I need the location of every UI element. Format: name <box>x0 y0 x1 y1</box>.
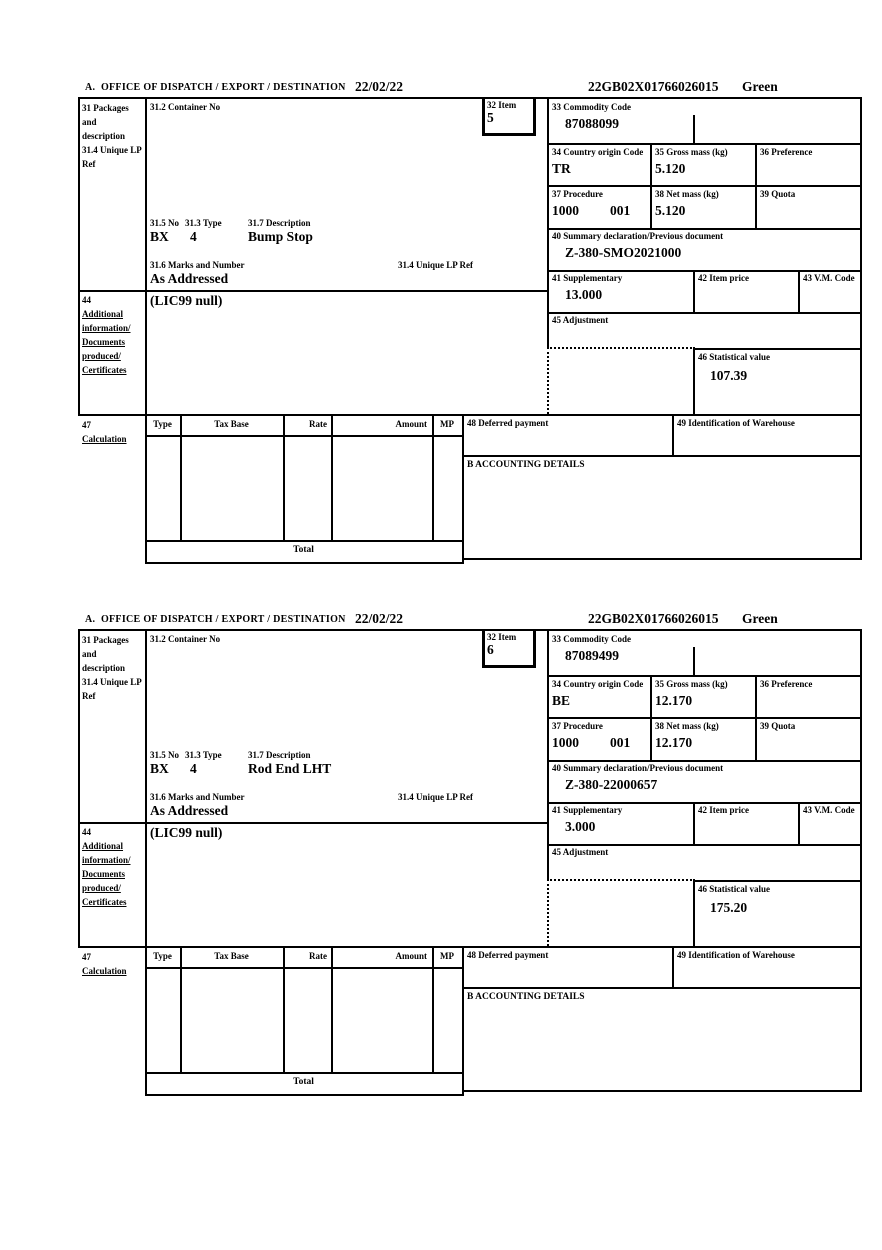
commodity-code-value: 87089499 <box>565 648 619 663</box>
routing-status: Green <box>742 79 778 94</box>
declaration-reference: 22GB02X01766026015 <box>588 79 719 94</box>
border-line <box>547 270 862 272</box>
tax-col-amount: Amount <box>395 419 427 429</box>
commodity-tick-line <box>693 115 695 143</box>
box47-label <box>82 950 144 978</box>
declaration-date: 22/02/22 <box>355 611 404 626</box>
border-line <box>180 414 182 540</box>
item-box-line <box>482 629 485 665</box>
border-line <box>672 946 674 987</box>
declaration-item-1 <box>78 78 862 570</box>
box45-label: 45 Adjustment <box>552 315 609 325</box>
border-line <box>78 629 80 946</box>
procedure-value: 1000 <box>552 735 579 750</box>
box44-label-line4: produced/ <box>82 883 121 893</box>
box46-label: 46 Statistical value <box>698 352 770 362</box>
box33-label: 33 Commodity Code <box>552 102 631 112</box>
office-of-dispatch-header <box>85 82 346 93</box>
tax-col-taxbase: Tax Base <box>214 951 249 961</box>
previous-document-value: Z-380-SMO2021000 <box>565 245 682 260</box>
office-title: OFFICE OF DISPATCH / EXPORT / DESTINATION <box>100 82 346 93</box>
box38-label: 38 Net mass (kg) <box>655 721 719 731</box>
box47-label <box>82 418 144 446</box>
goods-description-value: Rod End LHT <box>248 761 332 776</box>
additional-info-value: (LIC99 null) <box>150 293 223 308</box>
border-line <box>145 629 147 1094</box>
box49-label: 49 Identification of Warehouse <box>677 418 795 428</box>
package-type-value: 4 <box>190 761 197 776</box>
border-line <box>78 946 862 948</box>
box39-label: 39 Quota <box>760 189 796 199</box>
box36-label: 36 Preference <box>760 147 813 157</box>
box42-label: 42 Item price <box>698 273 749 283</box>
border-line <box>693 270 695 312</box>
border-line <box>462 455 862 457</box>
box36-label: 36 Preference <box>760 679 813 689</box>
item-box-line <box>482 133 536 136</box>
box31-7-label: 31.7 Description <box>248 218 311 228</box>
box44-label <box>82 293 144 377</box>
box-a-label: A. <box>85 82 96 93</box>
item-box-line <box>482 665 536 668</box>
border-line <box>693 880 862 882</box>
border-line <box>462 558 862 560</box>
box49-label: 49 Identification of Warehouse <box>677 950 795 960</box>
border-line <box>693 802 695 844</box>
box31-label-line2: and <box>82 117 97 127</box>
box44-number: 44 <box>82 827 91 837</box>
box48-label: 48 Deferred payment <box>467 418 549 428</box>
border-line <box>547 312 862 314</box>
border-line <box>78 414 862 416</box>
box31-2-label: 31.2 Container No <box>150 102 221 112</box>
package-no-value: BX <box>150 229 169 244</box>
box44-label-line1: Additional <box>82 309 124 319</box>
border-line <box>462 1090 862 1092</box>
border-line <box>693 348 862 350</box>
supplementary-value: 3.000 <box>565 819 596 834</box>
box44-label-line5: Certificates <box>82 365 127 375</box>
border-line <box>78 290 547 292</box>
tax-col-type: Type <box>153 419 172 429</box>
dotted-line <box>547 879 549 946</box>
commodity-code-value: 87088099 <box>565 116 619 131</box>
box45-label: 45 Adjustment <box>552 847 609 857</box>
box47-number: 47 <box>82 952 91 962</box>
tax-col-taxbase: Tax Base <box>214 419 249 429</box>
box40-label: 40 Summary declaration/Previous document <box>552 763 724 773</box>
box32-label: 32 Item <box>487 100 517 110</box>
border-line <box>145 562 464 564</box>
border-line <box>145 1094 464 1096</box>
routing-status: Green <box>742 611 778 626</box>
box44-label-line3: Documents <box>82 869 125 879</box>
border-line <box>547 185 862 187</box>
box31-4-label: 31.4 Unique LP Ref <box>398 260 474 270</box>
box42-label: 42 Item price <box>698 805 749 815</box>
border-line <box>547 228 862 230</box>
office-title: OFFICE OF DISPATCH / EXPORT / DESTINATION <box>100 614 346 625</box>
tax-col-mp: MP <box>440 951 454 961</box>
statistical-value: 107.39 <box>710 368 748 383</box>
marks-value: As Addressed <box>150 803 229 818</box>
box31-6-label: 31.6 Marks and Number <box>150 260 245 270</box>
box47-number: 47 <box>82 420 91 430</box>
dotted-line <box>547 347 549 414</box>
border-line <box>283 414 285 540</box>
previous-document-value: Z-380-22000657 <box>565 777 658 792</box>
marks-value: As Addressed <box>150 271 229 286</box>
box44-label-line3: Documents <box>82 337 125 347</box>
box41-label: 41 Supplementary <box>552 273 623 283</box>
border-line <box>798 802 800 844</box>
item-box-line <box>533 629 536 665</box>
box35-label: 35 Gross mass (kg) <box>655 679 728 689</box>
border-line <box>145 435 464 437</box>
border-line <box>78 97 80 414</box>
tax-col-type: Type <box>153 951 172 961</box>
border-line <box>180 946 182 1072</box>
border-line <box>78 629 862 631</box>
box38-label: 38 Net mass (kg) <box>655 189 719 199</box>
border-line <box>672 414 674 455</box>
box31-label-line2: and <box>82 649 97 659</box>
gross-mass-value: 12.170 <box>655 693 693 708</box>
accounting-details-label: B ACCOUNTING DETAILS <box>467 460 585 470</box>
box47-label-line: Calculation <box>82 966 127 976</box>
package-type-value: 4 <box>190 229 197 244</box>
box31-6-label: 31.6 Marks and Number <box>150 792 245 802</box>
item-box-line <box>482 97 485 133</box>
supplementary-value: 13.000 <box>565 287 603 302</box>
box31-label-line3: description <box>82 131 126 141</box>
procedure-suffix-value: 001 <box>610 203 631 218</box>
procedure-suffix-value: 001 <box>610 735 631 750</box>
country-origin-value: TR <box>552 161 571 176</box>
box31-label-line1: 31 Packages <box>82 103 129 113</box>
tax-col-amount: Amount <box>395 951 427 961</box>
box32-label: 32 Item <box>487 632 517 642</box>
tax-total-label: Total <box>293 1077 314 1087</box>
additional-info-value: (LIC99 null) <box>150 825 223 840</box>
box31-label <box>82 101 144 171</box>
box31-3-label: 31.3 Type <box>185 218 222 228</box>
border-line <box>145 540 464 542</box>
item-box-line <box>533 97 536 133</box>
box47-label-line: Calculation <box>82 434 127 444</box>
declaration-date: 22/02/22 <box>355 79 404 94</box>
box37-label: 37 Procedure <box>552 721 603 731</box>
box44-label-line1: Additional <box>82 841 124 851</box>
tax-col-rate: Rate <box>309 951 327 961</box>
box44-number: 44 <box>82 295 91 305</box>
box31-5-label: 31.5 No <box>150 750 179 760</box>
box44-label <box>82 825 144 909</box>
border-line <box>78 97 862 99</box>
tax-col-mp: MP <box>440 419 454 429</box>
box31-label-line4: 31.4 Unique LP Ref <box>82 145 142 169</box>
border-line <box>462 987 862 989</box>
box31-label-line4: 31.4 Unique LP Ref <box>82 677 142 701</box>
border-line <box>547 629 549 879</box>
border-line <box>693 880 695 946</box>
box39-label: 39 Quota <box>760 721 796 731</box>
border-line <box>145 967 464 969</box>
border-line <box>860 629 862 1090</box>
box-a-label: A. <box>85 614 96 625</box>
item-number-value: 6 <box>487 642 494 657</box>
box31-7-label: 31.7 Description <box>248 750 311 760</box>
box37-label: 37 Procedure <box>552 189 603 199</box>
country-origin-value: BE <box>552 693 571 708</box>
border-line <box>432 946 434 1072</box>
box34-label: 34 Country origin Code <box>552 147 644 157</box>
border-line <box>547 844 862 846</box>
box44-label-line4: produced/ <box>82 351 121 361</box>
net-mass-value: 12.170 <box>655 735 693 750</box>
statistical-value: 175.20 <box>710 900 748 915</box>
commodity-tick-line <box>693 647 695 675</box>
box31-5-label: 31.5 No <box>150 218 179 228</box>
box44-label-line2: information/ <box>82 323 131 333</box>
box41-label: 41 Supplementary <box>552 805 623 815</box>
border-line <box>432 414 434 540</box>
box43-label: 43 V.M. Code <box>803 273 855 283</box>
box44-label-line2: information/ <box>82 855 131 865</box>
box43-label: 43 V.M. Code <box>803 805 855 815</box>
border-line <box>547 760 862 762</box>
package-no-value: BX <box>150 761 169 776</box>
gross-mass-value: 5.120 <box>655 161 686 176</box>
box31-label-line1: 31 Packages <box>82 635 129 645</box>
dotted-line <box>547 347 695 349</box>
border-line <box>693 348 695 414</box>
box31-label <box>82 633 144 703</box>
box31-2-label: 31.2 Container No <box>150 634 221 644</box>
office-of-dispatch-header <box>85 614 346 625</box>
border-line <box>798 270 800 312</box>
box31-3-label: 31.3 Type <box>185 750 222 760</box>
box31-4-label: 31.4 Unique LP Ref <box>398 792 474 802</box>
item-number-value: 5 <box>487 110 494 125</box>
tax-total-label: Total <box>293 545 314 555</box>
declaration-item-2 <box>78 610 862 1102</box>
border-line <box>547 143 862 145</box>
box48-label: 48 Deferred payment <box>467 950 549 960</box>
declaration-reference: 22GB02X01766026015 <box>588 611 719 626</box>
border-line <box>145 97 147 562</box>
border-line <box>78 822 547 824</box>
border-line <box>145 1072 464 1074</box>
border-line <box>547 802 862 804</box>
border-line <box>547 97 549 347</box>
procedure-value: 1000 <box>552 203 579 218</box>
box34-label: 34 Country origin Code <box>552 679 644 689</box>
box31-label-line3: description <box>82 663 126 673</box>
net-mass-value: 5.120 <box>655 203 686 218</box>
border-line <box>547 717 862 719</box>
tax-col-rate: Rate <box>309 419 327 429</box>
border-line <box>860 97 862 558</box>
border-line <box>331 414 333 540</box>
box46-label: 46 Statistical value <box>698 884 770 894</box>
box33-label: 33 Commodity Code <box>552 634 631 644</box>
goods-description-value: Bump Stop <box>248 229 313 244</box>
border-line <box>547 675 862 677</box>
accounting-details-label: B ACCOUNTING DETAILS <box>467 992 585 1002</box>
border-line <box>331 946 333 1072</box>
dotted-line <box>547 879 695 881</box>
box40-label: 40 Summary declaration/Previous document <box>552 231 724 241</box>
box44-label-line5: Certificates <box>82 897 127 907</box>
box35-label: 35 Gross mass (kg) <box>655 147 728 157</box>
border-line <box>283 946 285 1072</box>
